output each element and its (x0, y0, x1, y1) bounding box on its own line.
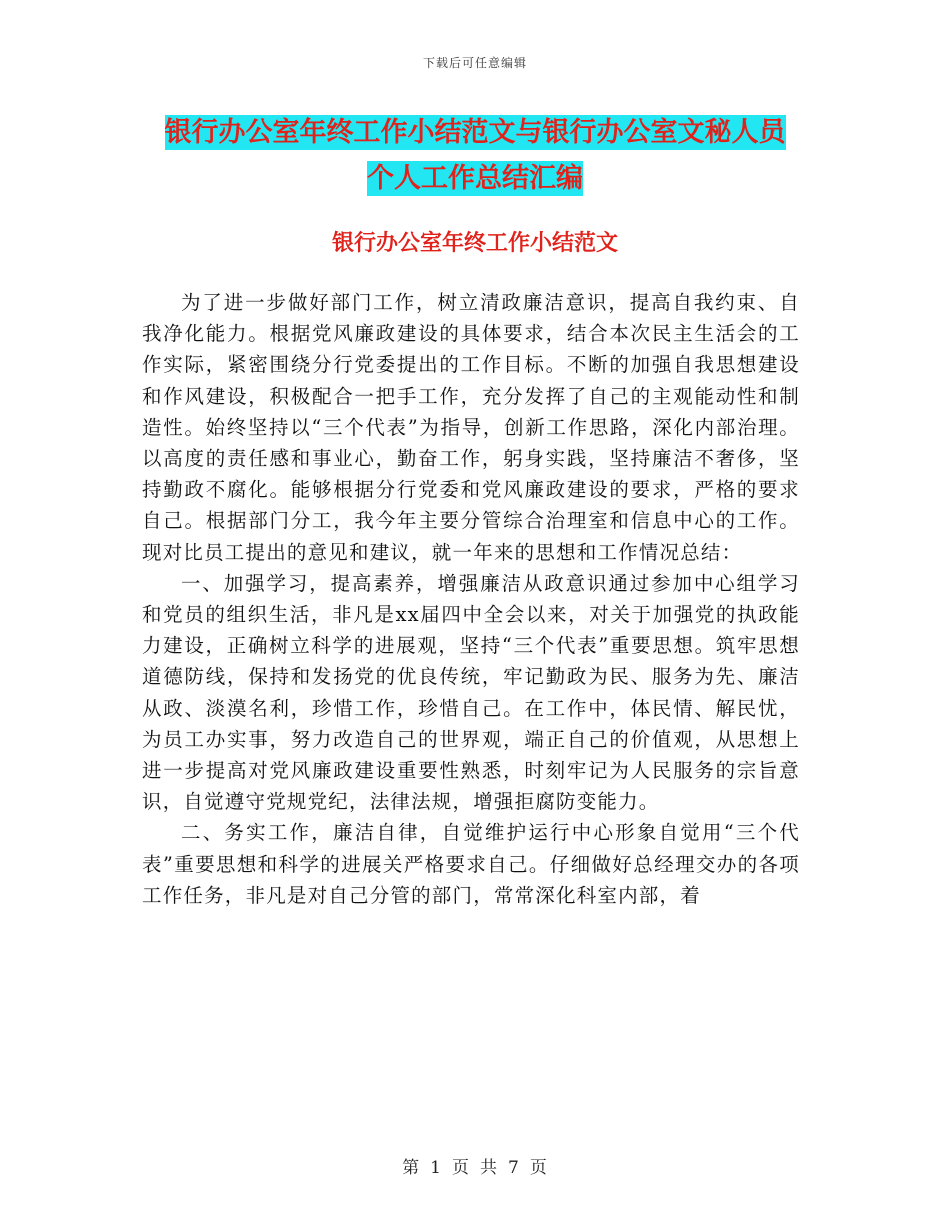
main-title-line-2: 个人工作总结汇编 (367, 163, 583, 194)
paragraph-intro: 为了进一步做好部门工作，树立清政廉洁意识，提高自我约束、自我净化能力。根据党风廉政建设的具体要求，结合本次民主生活会的工作实际，紧密围绕分行党委提出的工作目标。不断的加强自我思想建设和作风建设，积极配合一把手工作，充分发挥了自己的主观能动性和制造性。始终坚持以“三个代表”为指导，创新工作思路，深化内部治理。以高度的责任感和事业心，勤奋工作，躬身实践，坚持廉洁不奢侈，坚持勤政不腐化。能够根据分行党委和党风廉政建设的要求，严格的要求自己。根据部门分工，我今年主要分管综合治理室和信息中心的工作。现对比员工提出的意见和建议，就一年来的思想和工作情况总结： (142, 291, 800, 564)
footer-label-ye-2: 页 (529, 1158, 548, 1178)
main-title (142, 110, 808, 202)
paragraph-point-2: 二、务实工作，廉洁自律，自觉维护运行中心形象自觉用“三个代表”重要思想和科学的进展关严格要求自己。仔细做好总经理交办的各项工作任务，非凡是对自己分管的部门，常常深化科室内部，着 (142, 821, 800, 907)
footer-label-ye: 页 (452, 1158, 470, 1178)
footer-page-number: 1 (430, 1158, 442, 1178)
footer-label-gong: 共 (480, 1158, 498, 1178)
footer-label-di: 第 (402, 1158, 421, 1178)
section-title: 银行办公室年终工作小结范文 (331, 230, 618, 256)
body-content (142, 287, 800, 911)
header-note: 下载后可任意编辑 (422, 56, 527, 70)
paragraph-point-1: 一、加强学习，提高素养，增强廉洁从政意识通过参加中心组学习和党员的组织生活，非凡是xx届四中全会以来，对关于加强党的执政能力建设，正确树立科学的进展观，坚持“三个代表”重要思想。筑牢思想道德防线，保持和发扬党的优良传统，牢记勤政为民、服务为先、廉洁从政、淡漠名利，珍惜工作，珍惜自己。在工作中，体民情、解民忧，为员工办实事，努力改造自己的世界观，端正自己的价值观，从思想上进一步提高对党风廉政建设重要性熟悉，时刻牢记为人民服务的宗旨意识，自觉遵守党规党纪，法律法规，增强拒腐防变能力。 (142, 571, 800, 814)
page-footer (0, 1153, 950, 1178)
main-title-line-1: 银行办公室年终工作小结范文与银行办公室文秘人员 (164, 117, 786, 148)
footer-total-pages: 7 (508, 1158, 520, 1178)
